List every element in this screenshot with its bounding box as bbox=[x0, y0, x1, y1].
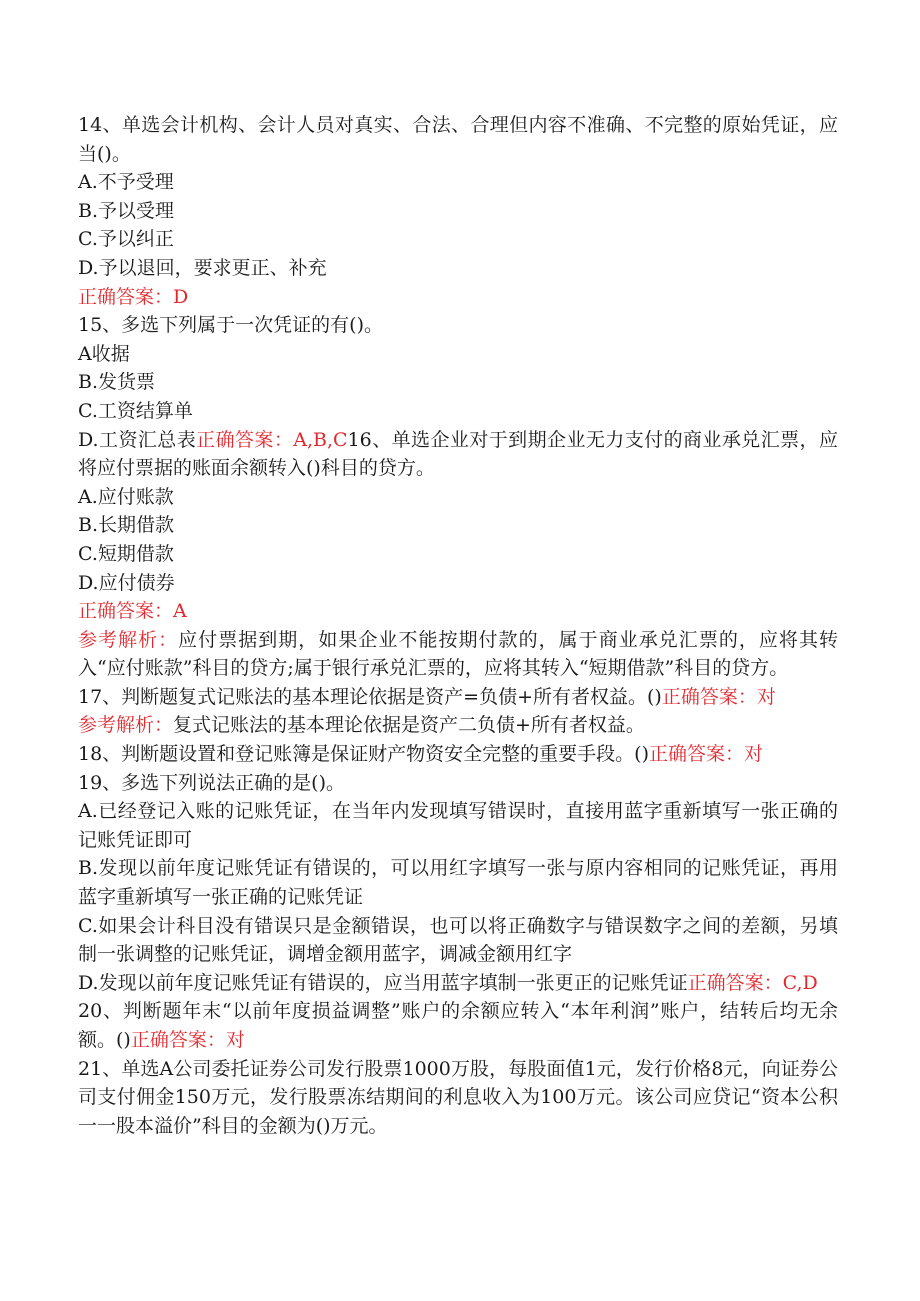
question-list bbox=[78, 111, 838, 1140]
question-14-stem: 14、单选会计机构、会计人员对真实、合法、合理但内容不准确、不完整的原始凭证，应当()。 bbox=[78, 114, 838, 165]
question-16-option-d: D.应付债券 bbox=[78, 571, 175, 594]
question-15-option-d: D.工资汇总表 bbox=[78, 428, 197, 451]
question-16-analysis-text: 应付票据到期，如果企业不能按期付款的，属于商业承兑汇票的，应将其转入“应付账款”科目的贷方;属于银行承兑汇票的，应将其转入“短期借款”科目的贷方。 bbox=[78, 628, 838, 680]
question-16-analysis bbox=[78, 626, 838, 683]
question-18-stem: 18、判断题设置和登记账簿是保证财产物资安全完整的重要手段。() bbox=[78, 743, 650, 766]
question-19-option-b: B.发现以前年度记账凭证有错误的，可以用红字填写一张与原内容相同的记账凭证，再用蓝字重新填写一张正确的记账凭证 bbox=[78, 857, 838, 909]
question-17-analysis bbox=[78, 711, 838, 740]
question-14-option-b: B.予以受理 bbox=[78, 199, 175, 222]
question-16-analysis-label: 参考解析： bbox=[78, 628, 179, 651]
question-19-option-a: A.已经登记入账的记账凭证，在当年内发现填写错误时，直接用蓝字重新填写一张正确的记账凭证即可 bbox=[78, 800, 838, 851]
question-19-answer: 正确答案：C,D bbox=[687, 971, 818, 994]
question-19-option-c: C.如果会计科目没有错误只是金额错误，也可以将正确数字与错误数字之间的差额，另填制一张调整的记账凭证，调增金额用蓝字，调减金额用红字 bbox=[78, 914, 838, 966]
question-16-stem: 16、单选企业对于到期企业无力支付的商业承兑汇票，应将应付票据的账面余额转入()科目的贷方。 bbox=[78, 428, 838, 480]
question-18-row bbox=[78, 740, 838, 769]
question-21-stem: 21、单选A公司委托证券公司发行股票1000万股，每股面值1元，发行价格8元，向证券公司支付佣金150万元，发行股票冻结期间的利息收入为100万元。该公司应贷记“资本公积一一股本溢价”科目的金额为()万元。 bbox=[78, 1057, 838, 1137]
question-16-answer: 正确答案：A bbox=[78, 600, 187, 623]
question-14-option-c: C.予以纠正 bbox=[78, 228, 174, 251]
question-19-stem: 19、多选下列说法正确的是()。 bbox=[78, 771, 346, 794]
question-17-answer: 正确答案：对 bbox=[661, 685, 776, 708]
question-15-stem: 15、多选下列属于一次凭证的有()。 bbox=[78, 314, 384, 337]
question-16-option-a: A.应付账款 bbox=[78, 485, 174, 508]
question-19-option-d-run bbox=[78, 969, 838, 998]
question-14-answer: 正确答案：D bbox=[78, 285, 189, 308]
question-15-option-c: C.工资结算单 bbox=[78, 399, 193, 422]
question-17-stem: 17、判断题复式记账法的基本理论依据是资产=负债+所有者权益。() bbox=[78, 685, 662, 708]
question-20-stem: 20、判断题年末“以前年度损益调整”账户的余额应转入“本年利润”账户，结转后均无余额。() bbox=[78, 1000, 838, 1051]
question-20-answer: 正确答案：对 bbox=[130, 1029, 245, 1051]
question-15-option-a: A收据 bbox=[78, 342, 130, 365]
question-20-run bbox=[78, 997, 838, 1054]
question-19-option-d: D.发现以前年度记账凭证有错误的，应当用蓝字填制一张更正的记账凭证 bbox=[78, 971, 688, 994]
question-14-option-a: A.不予受理 bbox=[78, 171, 174, 194]
question-15-option-b: B.发货票 bbox=[78, 371, 156, 394]
question-18-answer: 正确答案：对 bbox=[649, 743, 764, 766]
question-15-answer: 正确答案：A,B,C bbox=[196, 428, 348, 451]
question-15-16-run bbox=[78, 426, 838, 483]
question-17-analysis-label: 参考解析： bbox=[78, 714, 174, 737]
question-14-option-d: D.予以退回，要求更正、补充 bbox=[78, 256, 327, 279]
question-16-option-c: C.短期借款 bbox=[78, 542, 174, 565]
question-17-row bbox=[78, 683, 838, 712]
question-17-analysis-text: 复式记账法的基本理论依据是资产二负债+所有者权益。 bbox=[173, 714, 645, 737]
question-16-option-b: B.长期借款 bbox=[78, 514, 175, 537]
